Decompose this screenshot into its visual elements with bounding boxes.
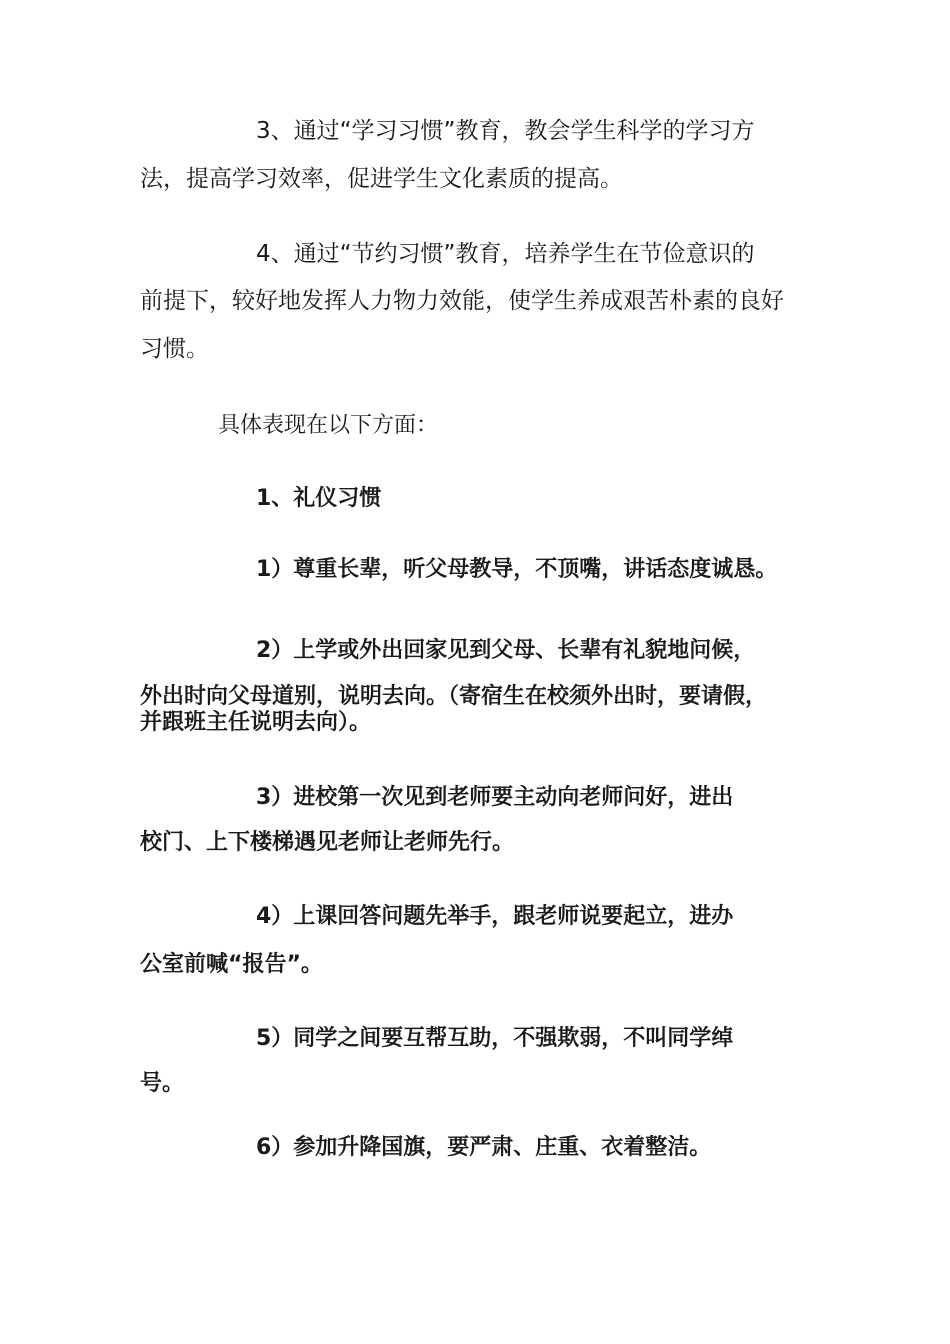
para4-line3: 习惯。 (140, 336, 209, 362)
section1-heading: 1、礼仪习惯 (256, 486, 382, 511)
para4-line2: 前提下，较好地发挥人力物力效能，使学生养成艰苦朴素的良好 (140, 288, 784, 314)
item1-text: 1）尊重长辈，听父母教导，不顶嘴，讲话态度诚恳。 (256, 557, 778, 582)
item3-line2: 校门、上下楼梯遇见老师让老师先行。 (140, 830, 515, 855)
item2-line2: 外出时向父母道别，说明去向。（寄宿生在校须外出时，要请假， (140, 684, 768, 709)
para4-line1: 4、通过“节约习惯”教育，培养学生在节俭意识的 (256, 241, 755, 267)
item4-line1: 4）上课回答问题先举手，跟老师说要起立，进办 (256, 904, 734, 929)
item6-text: 6）参加升降国旗，要严肃、庄重、衣着整洁。 (256, 1135, 712, 1160)
item2-line1: 2）上学或外出回家见到父母、长辈有礼貌地问候， (256, 638, 756, 663)
para3-line2: 法，提高学习效率，促进学生文化素质的提高。 (140, 166, 623, 192)
item5-line2: 号。 (140, 1071, 185, 1096)
item4-line2: 公室前喊“报告”。 (140, 952, 323, 977)
item5-line1: 5）同学之间要互帮互助，不强欺弱，不叫同学绰 (256, 1026, 734, 1051)
intro-text: 具体表现在以下方面： (218, 413, 439, 438)
item3-line1: 3）进校第一次见到老师要主动向老师问好，进出 (256, 785, 734, 810)
para3-line1: 3、通过“学习习惯”教育，教会学生科学的学习方 (256, 118, 755, 144)
item2-line3: 并跟班主任说明去向）。 (140, 710, 372, 735)
